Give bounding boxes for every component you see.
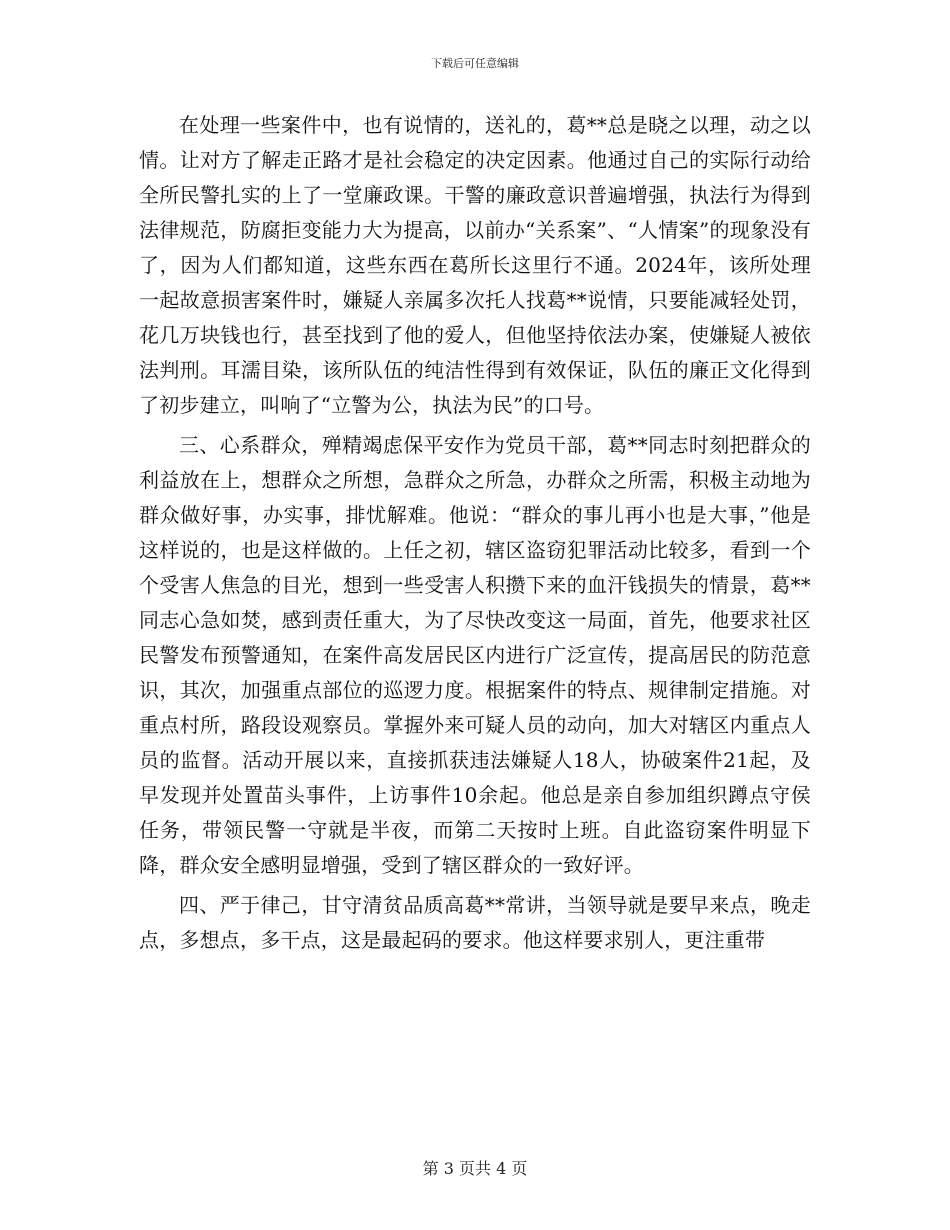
paragraph-1: 在处理一些案件中，也有说情的，送礼的，葛**总是晓之以理，动之以情。让对方了解走正路才是社会稳定的决定因素。他通过自己的实际行动给全所民警扎实的上了一堂廉政课。干警的廉政意识普遍增强，执法行为得到法律规范，防腐拒变能力大为提高，以前办“关系案”、“人情案”的现象没有了，因为人们都知道，这些东西在葛所长这里行不通。2024年，该所处理一起故意损害案件时，嫌疑人亲属多次托人找葛**说情，只要能减轻处罚，花几万块钱也行，甚至找到了他的爱人，但他坚持依法办案，使嫌疑人被依法判刑。耳濡目染，该所队伍的纯洁性得到有效保证，队伍的廉正文化得到了初步建立，叫响了“立警为公，执法为民”的口号。 [139, 113, 811, 417]
page-footer: 第 3 页共 4 页 [422, 1159, 528, 1178]
page-header: 下载后可任意编辑 [431, 57, 519, 70]
paragraph-3: 四、严于律己，甘守清贫品质高葛**常讲，当领导就是要早来点，晚走点，多想点，多干点，这是最起码的要求。他这样要求别人，更注重带 [139, 893, 811, 952]
paragraph-2: 三、心系群众，殚精竭虑保平安作为党员干部，葛**同志时刻把群众的利益放在上，想群众之所想，急群众之所急，办群众之所需，积极主动地为群众做好事，办实事，排忧解难。他说：“群众的事儿再小也是大事，”他是这样说的，也是这样做的。上任之初，辖区盗窃犯罪活动比较多，看到一个个受害人焦急的目光，想到一些受害人积攒下来的血汗钱损失的情景，葛**同志心急如焚，感到责任重大，为了尽快改变这一局面，首先，他要求社区民警发布预警通知，在案件高发居民区内进行广泛宣传，提高居民的防范意识，其次，加强重点部位的巡逻力度。根据案件的特点、规律制定措施。对重点村所，路段设观察员。掌握外来可疑人员的动向，加大对辖区内重点人员的监督。活动开展以来，直接抓获违法嫌疑人18人，协破案件21起，及早发现并处置苗头事件，上访事件10余起。他总是亲自参加组织蹲点守侯任务，带领民警一守就是半夜，而第二天按时上班。自此盗窃案件明显下降，群众安全感明显增强，受到了辖区群众的一致好评。 [139, 433, 811, 877]
document-body [139, 108, 811, 963]
